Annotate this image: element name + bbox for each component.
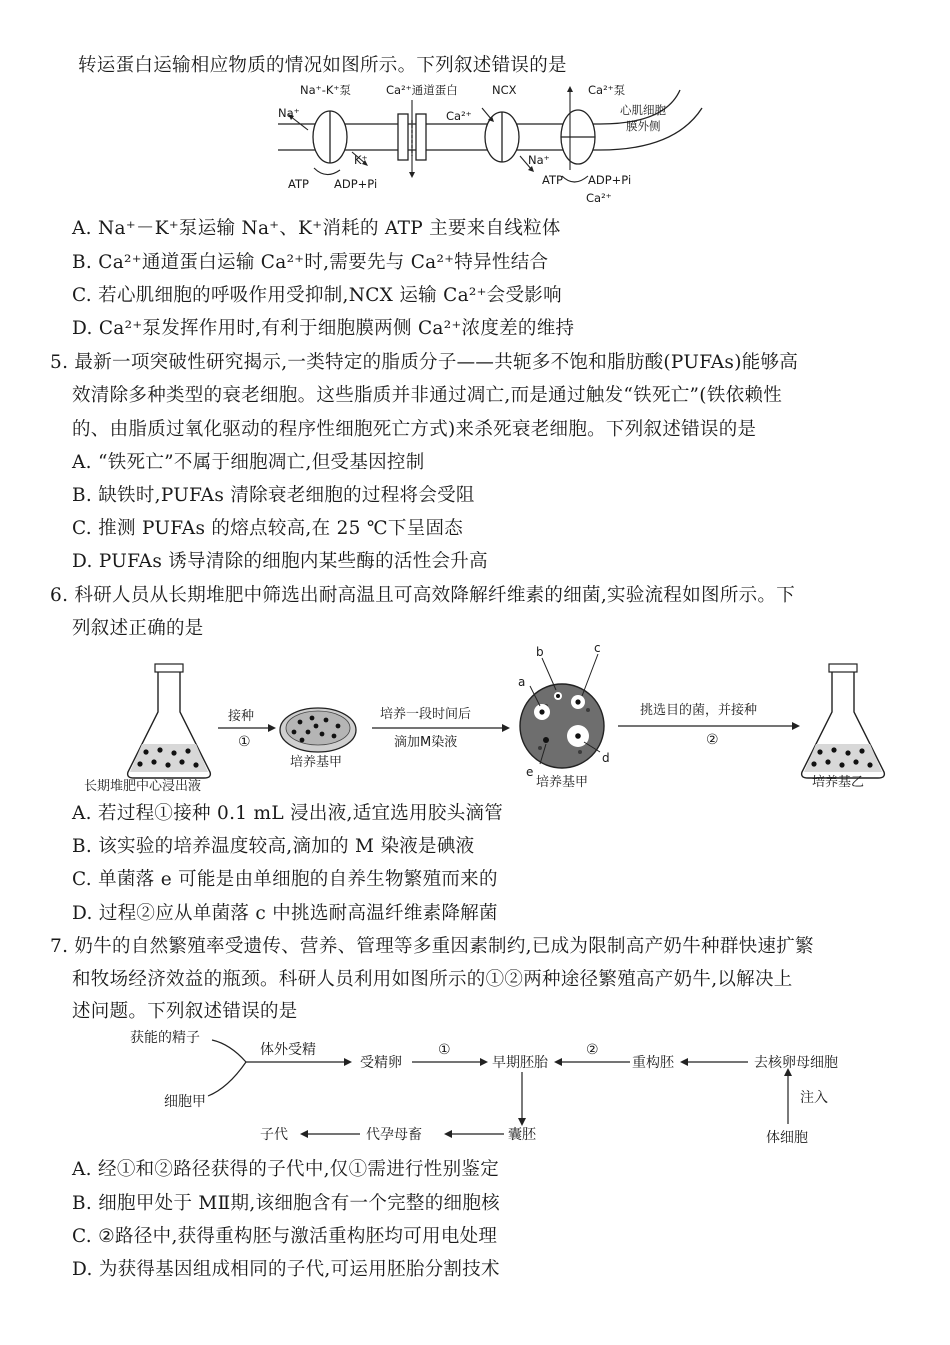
label-plate-1: 培养基甲 [290,755,343,770]
label-na-out: Na⁺ [278,106,300,120]
label-ca-pump: Ca²⁺泵 [588,83,626,97]
q4-membrane-transport-figure [270,80,710,210]
q7-option-c: C. ②路径中,获得重构胚与激活重构胚均可用电处理 [72,1226,498,1247]
label-sperm: 获能的精子 [130,1030,200,1046]
label-outside-1: 心肌细胞 [620,103,666,117]
q4-stem: 转运蛋白运输相应物质的情况如图所示。下列叙述错误的是 [78,55,567,76]
label-na-in: Na⁺ [528,153,550,167]
flask-left [128,664,211,778]
label-route-1: ① [438,1042,451,1058]
q4-option-c: C. 若心肌细胞的呼吸作用受抑制,NCX 运输 Ca²⁺会受影响 [72,285,562,306]
label-adp-1: ADP+Pi [334,177,378,191]
q6-option-c: C. 单菌落 e 可能是由单细胞的自养生物繁殖而来的 [72,869,498,890]
label-arrow1-bottom: ① [238,734,251,750]
label-route-2: ② [586,1042,599,1058]
q5-stem-line-1: 5. 最新一项突破性研究揭示,一类特定的脂质分子——共轭多不饱和脂肪酸(PUFAs)能够高 [50,352,799,373]
label-cell-a: 细胞甲 [164,1094,206,1110]
label-arrow1-top: 接种 [228,709,255,724]
q5-stem-line-3: 的、由脂质过氧化驱动的程序性细胞死亡方式)来杀死衰老细胞。下列叙述错误的是 [72,419,757,440]
label-arrow3-bottom: ② [706,732,719,748]
q6-option-a: A. 若过程①接种 0.1 mL 浸出液,适宜选用胶头滴管 [72,803,504,824]
label-ca-bottom: Ca²⁺ [586,191,612,205]
plate-2 [520,654,604,768]
label-colony-a: a [518,675,526,689]
q6-experiment-flow-figure [80,640,910,800]
label-ivf: 体外受精 [260,1042,316,1058]
label-ca-in: Ca²⁺ [446,109,472,123]
label-colony-d: d [602,751,610,765]
label-flask-right: 培养基乙 [812,775,865,790]
label-early-embryo: 早期胚胎 [492,1055,548,1071]
colony-e [543,737,549,743]
label-outside-2: 膜外侧 [626,119,661,133]
label-reconstructed-embryo: 重构胚 [632,1055,674,1071]
q5-stem-line-2: 效清除多种类型的衰老细胞。这些脂质并非通过凋亡,而是通过触发“铁死亡”(铁依赖性 [72,385,783,406]
label-atp-2: ATP [542,173,563,187]
q5-option-a: A. “铁死亡”不属于细胞凋亡,但受基因控制 [72,452,425,473]
q7-stem-line-2: 和牧场经济效益的瓶颈。科研人员利用如图所示的①②两种途径繁殖高产奶牛,以解决上 [72,969,793,990]
q7-option-d: D. 为获得基因组成相同的子代,可运用胚胎分割技术 [72,1259,500,1280]
label-somatic-cell: 体细胞 [766,1130,808,1146]
q4-option-d: D. Ca²⁺泵发挥作用时,有利于细胞膜两侧 Ca²⁺浓度差的维持 [72,318,575,339]
q7-stem-line-1: 7. 奶牛的自然繁殖率受遗传、营养、管理等多重因素制约,已成为限制高产奶牛种群快速扩繁 [50,936,814,957]
label-colony-b: b [536,645,544,659]
q4-option-a: A. Na⁺－K⁺泵运输 Na⁺、K⁺消耗的 ATP 主要来自线粒体 [72,218,561,239]
q7-stem-line-3: 述问题。下列叙述错误的是 [72,1001,298,1022]
label-flask-left: 长期堆肥中心浸出液 [84,779,202,794]
q7-breeding-routes-figure [120,1028,860,1152]
label-adp-2: ADP+Pi [588,173,632,187]
q7-option-a: A. 经①和②路径获得的子代中,仅①需进行性别鉴定 [72,1159,500,1180]
q6-option-d: D. 过程②应从单菌落 c 中挑选耐高温纤维素降解菌 [72,903,498,924]
q6-stem-line-1: 6. 科研人员从长期堆肥中筛选出耐高温且可高效降解纤维素的细菌,实验流程如图所示。下 [50,585,796,606]
q4-option-b: B. Ca²⁺通道蛋白运输 Ca²⁺时,需要先与 Ca²⁺特异性结合 [72,252,549,273]
plate-1 [280,708,356,752]
label-zygote: 受精卵 [360,1055,402,1071]
q5-option-c: C. 推测 PUFAs 的熔点较高,在 25 ℃下呈固态 [72,518,464,539]
label-colony-e: e [526,765,534,779]
label-ncx: NCX [492,83,517,97]
q7-option-b: B. 细胞甲处于 MⅡ期,该细胞含有一个完整的细胞核 [72,1193,500,1214]
ca-pump [561,110,595,164]
label-arrow3-top: 挑选目的菌，并接种 [640,703,758,718]
label-na-k-pump: Na⁺-K⁺泵 [300,83,351,97]
q5-option-d: D. PUFAs 诱导清除的细胞内某些酶的活性会升高 [72,551,488,572]
label-colony-c: c [594,641,601,655]
label-inject: 注入 [800,1090,828,1106]
label-k-in: K⁺ [354,153,368,167]
label-ca-channel: Ca²⁺通道蛋白 [386,83,458,97]
label-arrow2-bottom: 滴加M染液 [394,735,458,750]
label-surrogate: 代孕母畜 [366,1127,422,1143]
label-offspring: 子代 [260,1127,288,1143]
label-atp-1: ATP [288,177,309,191]
q6-option-b: B. 该实验的培养温度较高,滴加的 M 染液是碘液 [72,836,475,857]
label-plate-2: 培养基甲 [536,775,589,790]
label-arrow2-top: 培养一段时间后 [380,707,472,722]
na-k-pump [313,111,347,163]
label-enucleated-oocyte: 去核卵母细胞 [754,1055,838,1071]
flask-right [802,664,885,778]
q6-stem-line-2: 列叙述正确的是 [72,618,204,639]
q5-option-b: B. 缺铁时,PUFAs 清除衰老细胞的过程将会受阻 [72,485,475,506]
label-blastocyst: 囊胚 [508,1127,536,1143]
